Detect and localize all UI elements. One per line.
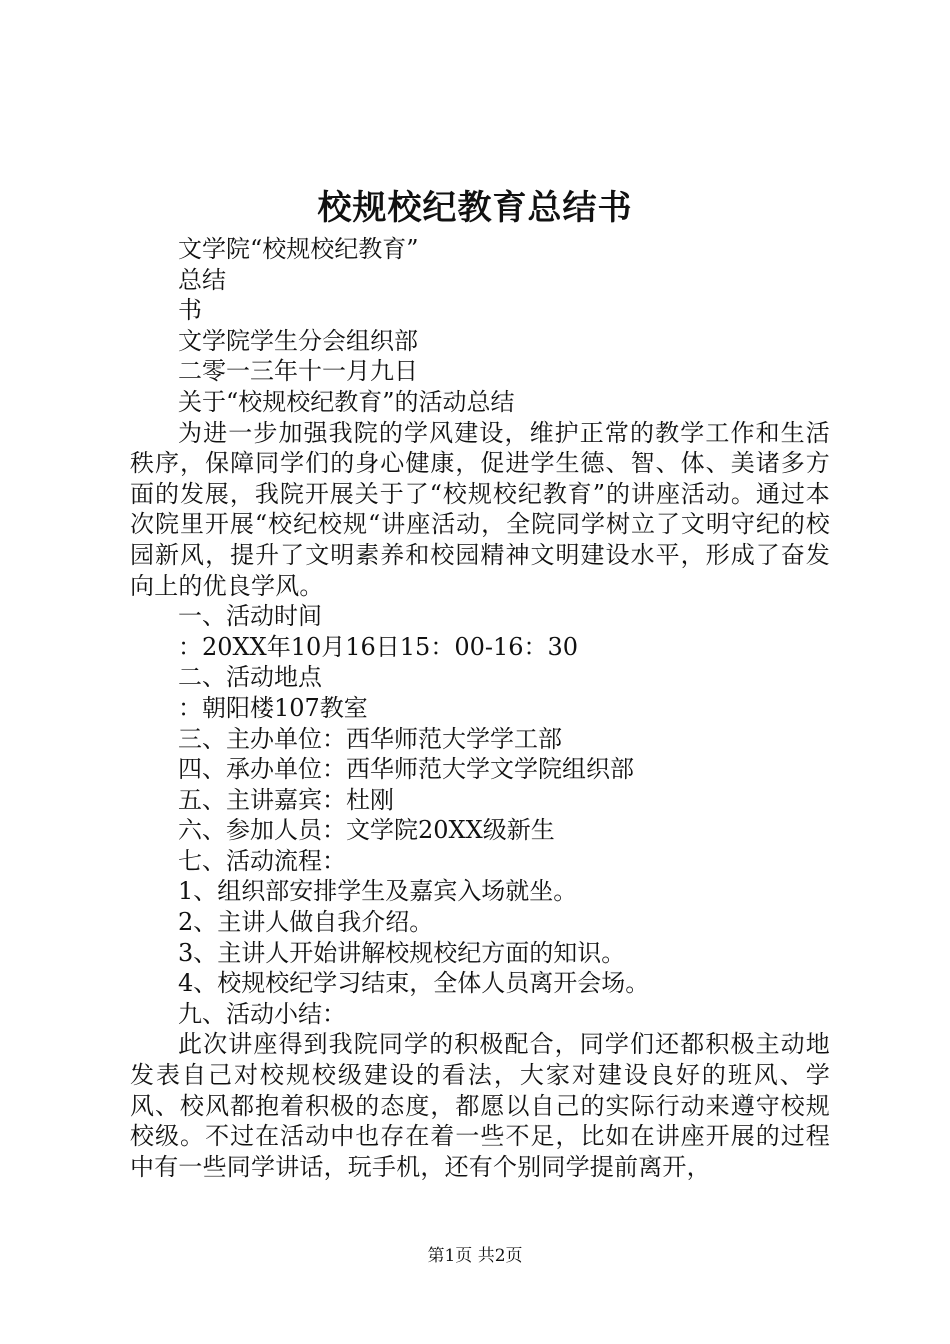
list-item: 2、主讲人做自我介绍。 (178, 908, 434, 937)
list-item: 六、参加人员：文学院20XX级新生 (178, 816, 555, 845)
header-line: 文学院学生分会组织部 (178, 326, 418, 355)
list-item: 1、组织部安排学生及嘉宾入场就坐。 (178, 877, 578, 906)
document-title: 校规校纪教育总结书 (317, 188, 633, 228)
document-body (130, 234, 830, 1182)
list-item: 三、主办单位：西华师范大学学工部 (178, 724, 562, 753)
list-item: 3、主讲人开始讲解校规校纪方面的知识。 (178, 938, 626, 967)
header-line: 二零一三年十一月九日 (178, 357, 418, 386)
page-footer: 第1页 共2页 (427, 1246, 523, 1266)
list-item: 七、活动流程： (178, 846, 346, 875)
header-line: 文学院“校规校纪教育” (178, 235, 419, 263)
list-item: ：20XX年10月16日15：00-16：30 (178, 632, 579, 661)
list-item: 九、活动小结： (178, 999, 346, 1028)
header-line: 关于“校规校纪教育”的活动总结 (178, 387, 515, 416)
header-line: 书 (178, 296, 202, 325)
intro-paragraph: 为进一步加强我院的学风建设，维护正常的教学工作和生活秩序，保障同学们的身心健康，促进学生德、智、体、美诸多方面的发展，我院开展关于了“校规校纪教育”的讲座活动。通过本次院里开展“校纪校规“讲座活动，全院同学树立了文明守纪的校园新风，提升了文明素养和校园精神文明建设水平，形成了奋发向上的优良学风。 (130, 418, 830, 600)
list-item: 一、活动时间 (178, 602, 322, 631)
list-item: ：朝阳楼107教室 (178, 693, 368, 722)
list-item: 4、校规校纪学习结束，全体人员离开会场。 (178, 969, 650, 998)
summary-paragraph: 此次讲座得到我院同学的积极配合，同学们还都积极主动地发表自己对校规校级建设的看法，大家对建设良好的班风、学风、校风都抱着积极的态度，都愿以自己的实际行动来遵守校规校级。不过在活动中也存在着一些不足，比如在讲座开展的过程中有一些同学讲话，玩手机，还有个别同学提前离开， (130, 1030, 830, 1181)
header-line: 总结 (178, 265, 226, 294)
list-item: 四、承办单位：西华师范大学文学院组织部 (178, 755, 634, 784)
list-item: 五、主讲嘉宾：杜刚 (178, 785, 394, 814)
list-item: 二、活动地点 (178, 663, 322, 692)
